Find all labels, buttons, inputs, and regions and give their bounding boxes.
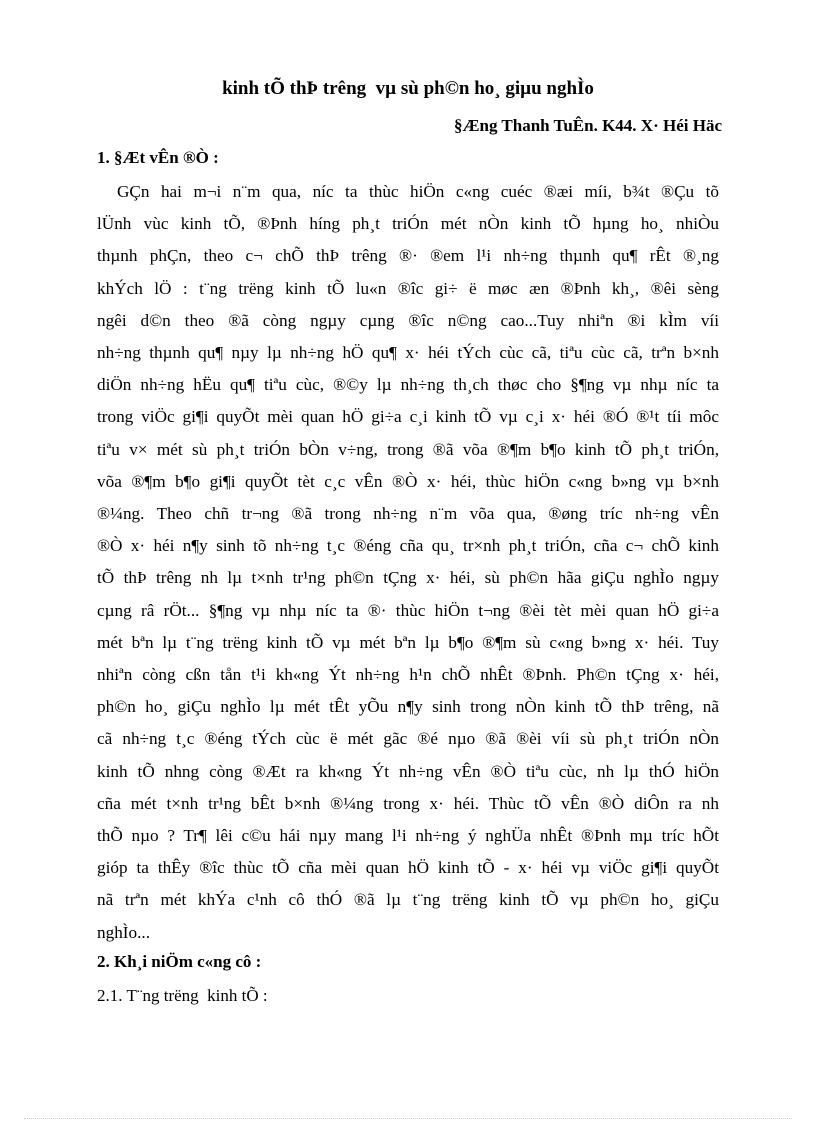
paragraph-line: nã trªn mét khÝa c¹nh cô thÓ ®ã lµ t¨ng trëng kinh tÕ vµ ph©n ho¸ giÇu [97, 890, 719, 910]
paragraph-line: tiªu v× mét sù ph¸t triÓn bÒn v÷ng, trong ®ã võa ®¶m b¶o kinh tÕ ph¸t triÓn, [97, 439, 719, 459]
paragraph-line: thÕ nµo ? Tr¶ lêi c©u hái nµy mang l¹i nh÷ng ý nghÜa nhÊt ®Þnh mµ tríc hÕt [97, 826, 719, 846]
paragraph-line: mét bªn lµ t¨ng trëng kinh tÕ vµ mét bªn lµ b¶o ®¶m sù c«ng b»ng x· héi. Tuy [97, 632, 719, 652]
paragraph-line: lÜnh vùc kinh tÕ, ®Þnh híng ph¸t triÓn mét nÒn kinh tÕ hµng ho¸ nhiÒu [97, 214, 719, 234]
paragraph-line: nh÷ng thµnh qu¶ nµy lµ nh÷ng hÖ qu¶ x· héi tÝch cùc cã, tiªu cùc cã, trªn b×nh [97, 343, 719, 363]
paragraph-line: GÇn hai m¬i n¨m qua, níc ta thùc hiÖn c«ng cuéc ®æi míi, b¾t ®Çu tõ [117, 182, 719, 201]
paragraph-line: tÕ thÞ trêng nh lµ t×nh tr¹ng ph©n tÇng x· héi, sù ph©n hãa giÇu nghÌo ngµy [97, 568, 719, 588]
paragraph-line: thµnh phÇn, theo c¬ chÕ thÞ trêng ®· ®em l¹i nh÷ng thµnh qu¶ rÊt ®¸ng [97, 246, 719, 266]
paragraph-line: khÝch lÖ : t¨ng trëng kinh tÕ lu«n ®îc gi÷ ë møc æn ®Þnh kh¸, ®êi sèng [97, 278, 719, 298]
paragraph-line: kinh tÕ nhng còng ®Æt ra kh«ng Ýt nh÷ng vÊn ®Ò tiªu cùc, nh lµ thÓ hiÖn [97, 761, 719, 781]
paragraph-line: gióp ta thÊy ®îc thùc tÕ cña mèi quan hÖ kinh tÕ - x· héi vµ viÖc gi¶i quyÕt [97, 858, 719, 878]
paragraph-line: diÖn nh÷ng hËu qu¶ tiªu cùc, ®©y lµ nh÷ng th¸ch thøc cho §¶ng vµ nhµ níc ta [97, 375, 719, 395]
section-2-heading: 2. Kh¸i niÖm c«ng cô : [97, 952, 262, 971]
author-line: §Æng Thanh TuÊn. K44. X· Héi Häc [454, 116, 722, 135]
paragraph-line: cña mét t×nh tr¹ng bÊt b×nh ®¼ng trong x· héi. Thùc tÕ vÊn ®Ò diÔn ra nh [97, 793, 719, 813]
page-bottom-divider [24, 1118, 792, 1119]
paragraph-line: trong viÖc gi¶i quyÕt mèi quan hÖ gi÷a c¸i kinh tÕ vµ c¸i x· héi ®Ó ®¹t tíi môc [97, 407, 719, 427]
paragraph-line: ngêi d©n theo ®ã còng ngµy cµng ®îc n©ng cao...Tuy nhiªn ®i kÌm víi [97, 310, 719, 330]
paragraph-line: ph©n ho¸ giÇu nghÌo lµ mét tÊt yÕu n¶y sinh trong nÒn kinh tÕ thÞ trêng, nã [97, 697, 719, 717]
paragraph-line: cã nh÷ng t¸c ®éng tÝch cùc ë mét gãc ®é nµo ®ã ®èi víi sù ph¸t triÓn nÒn [97, 729, 719, 749]
section-2-1-subheading: 2.1. T¨ng trëng kinh tÕ : [97, 986, 268, 1005]
paragraph-line: nghÌo... [97, 922, 150, 942]
section-1-heading: 1. §Æt vÊn ®Ò : [97, 148, 219, 167]
section-1-paragraph [97, 176, 719, 949]
paragraph-line: ®¼ng. Theo chñ tr¬ng ®ã trong nh÷ng n¨m võa qua, ®øng tríc nh÷ng vÊn [97, 504, 719, 524]
paragraph-line: nhiªn còng cßn tån t¹i kh«ng Ýt nh÷ng h¹n chÕ nhÊt ®Þnh. Ph©n tÇng x· héi, [97, 665, 719, 685]
document-title: kinh tÕ thÞ trêng vµ sù ph©n ho¸ giµu nghÌo [222, 78, 594, 99]
paragraph-line: ®Ò x· héi n¶y sinh tõ nh÷ng t¸c ®éng cña qu¸ tr×nh ph¸t triÓn, cña c¬ chÕ kinh [97, 536, 719, 556]
paragraph-line: võa ®¶m b¶o gi¶i quyÕt tèt c¸c vÊn ®Ò x· héi, thùc hiÖn c«ng b»ng vµ b×nh [97, 471, 719, 491]
paragraph-line: cµng râ rÖt... §¶ng vµ nhµ níc ta ®· thùc hiÖn t¬ng ®èi tèt mèi quan hÖ gi÷a [97, 600, 719, 620]
